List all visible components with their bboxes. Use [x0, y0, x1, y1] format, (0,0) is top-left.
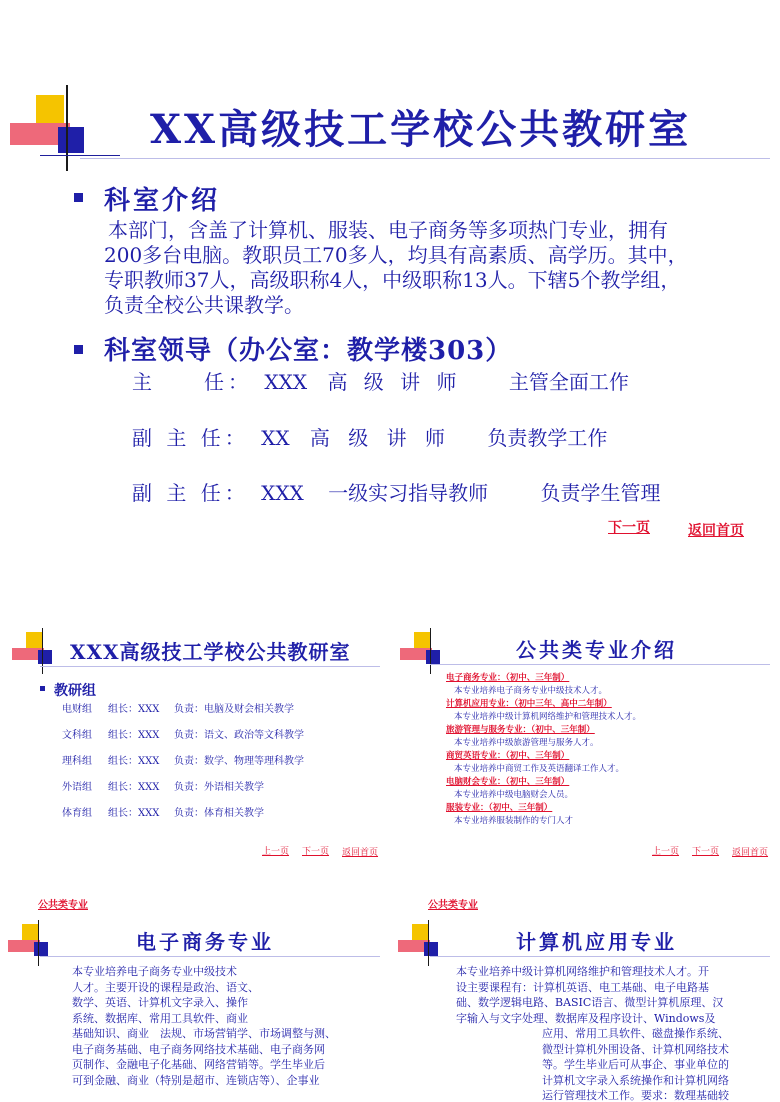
title-underline: [40, 956, 380, 957]
major-desc: 本专业培养中级计算机网络维护和管理技术人才。: [454, 712, 642, 722]
title-underline: [40, 666, 380, 667]
title-decoration: [10, 85, 120, 175]
slide-ecommerce: [0, 890, 390, 1102]
group-leader: 组长：XXX: [108, 756, 160, 767]
ecommerce-description: [72, 964, 336, 1088]
leader-title: 高 级 讲 师: [309, 426, 445, 450]
group-duty: 负责：电脑及财会相关教学: [174, 704, 294, 715]
list-item: [62, 726, 304, 752]
bullet: [74, 193, 83, 202]
text-line: 电子商务基础、电子商务网络技术基础、电子商务网: [72, 1042, 325, 1056]
text-line: 等。学生毕业后可从事企、事业单位的: [542, 1058, 729, 1071]
text-line: 应用、常用工具软件、磁盘操作系统、: [542, 1027, 729, 1040]
text-line: 系统、数据库、常用工具软件、商业: [72, 1011, 248, 1025]
list-item: [62, 804, 304, 830]
leader-duty: 负责教学工作: [487, 426, 608, 450]
title-decoration: [400, 628, 460, 678]
major-desc: 本专业培养电子商务专业中级技术人才。: [454, 686, 608, 696]
leader-role: 主 任：: [132, 370, 252, 394]
leader-name: XXX: [261, 481, 304, 505]
intro-line: 负责全校公共课教学。: [104, 293, 304, 317]
slide-majors: [390, 600, 780, 880]
text-line: 运行管理技术工作。要求：数理基础较: [542, 1089, 729, 1102]
major-name: 服装专业：（初中、三年制）: [446, 803, 553, 813]
text-line: 设主要课程有：计算机英语、电工基础、电子电路基: [456, 980, 709, 994]
major-name: 旅游管理与服务专业：（初中、三年制）: [446, 725, 595, 735]
major-desc: 本专业培养中级旅游管理与服务人才。: [454, 738, 599, 748]
intro-paragraph: [104, 218, 744, 318]
group-name: 体育组: [62, 808, 92, 819]
home-link[interactable]: 返回首页: [732, 848, 769, 858]
text-line: 础、数学逻辑电路、BASIC语言、微型计算机原理、汉: [456, 996, 724, 1009]
text-line: 页制作、金融电子化基础、网络营销等。学生毕业后: [72, 1058, 325, 1071]
title-underline: [80, 158, 770, 159]
major-name: 商贸英语专业：（初中、三年制）: [446, 751, 570, 761]
slide-title: 电子商务专业: [136, 930, 274, 954]
title-decoration: [12, 628, 72, 678]
slide-title: XXX高级技工学校公共教研室: [70, 640, 351, 664]
bullet: [74, 345, 83, 354]
next-page-link[interactable]: 下一页: [302, 847, 330, 857]
list-item: [62, 752, 304, 778]
major-desc: 本专业培养中级电脑财会人员。: [454, 790, 574, 800]
section-heading: 教研组: [54, 683, 96, 699]
list-item: [62, 778, 304, 804]
major-name: 电子商务专业：（初中、三年制）: [446, 673, 570, 683]
home-link[interactable]: 返回首页: [688, 523, 744, 539]
leader-row: [132, 366, 629, 395]
text-line: 基础知识、商业 法规、市场营销学、市场调整与测、: [72, 1027, 336, 1040]
group-name: 电财组: [62, 704, 92, 715]
major-desc: 本专业培养服装制作的专门人才: [454, 816, 574, 826]
group-leader: 组长：XXX: [108, 808, 160, 819]
major-list: [446, 672, 641, 828]
section-heading-intro: 科室介绍: [104, 186, 221, 216]
group-leader: 组长：XXX: [108, 782, 160, 793]
text-line: 计算机文字录入系统操作和计算机网络: [542, 1073, 729, 1087]
leader-role: 副 主 任：: [132, 426, 249, 450]
slide-groups: [0, 600, 390, 880]
slide-computer: [390, 890, 780, 1102]
major-desc: 本专业培养中商贸工作及英语翻译工作人才。: [454, 764, 625, 774]
leader-role: 副 主 任：: [132, 481, 249, 505]
next-page-link[interactable]: 下一页: [608, 520, 650, 536]
group-leader: 组长：XXX: [108, 704, 160, 715]
major-name: 计算机应用专业：（初中三年、高中二年制）: [446, 699, 612, 709]
major-name: 电脑财会专业：（初中、三年制）: [446, 777, 570, 787]
group-duty: 负责：外语相关教学: [174, 782, 264, 793]
prev-page-link[interactable]: 上一页: [652, 847, 680, 857]
text-line: 数学、英语、计算机文字录入、操作: [72, 996, 248, 1009]
computer-description: [456, 964, 729, 1102]
intro-line: 本部门，含盖了计算机、服装、电子商务等多项热门专业，拥有: [108, 218, 668, 242]
text-line: 本专业培养电子商务专业中级技术: [72, 965, 237, 978]
leader-title: 一级实习指导教师: [328, 481, 489, 505]
leader-duty: 主管全面工作: [508, 370, 629, 394]
slide-title: 计算机应用专业: [516, 930, 677, 954]
category-link[interactable]: 公共类专业: [428, 900, 478, 911]
title-underline: [430, 664, 770, 665]
home-link[interactable]: 返回首页: [342, 848, 379, 858]
group-duty: 负责：数学、物理等理科教学: [174, 756, 304, 767]
title-decoration: [8, 920, 68, 970]
leader-row: [132, 422, 607, 451]
leader-duty: 负责学生管理: [540, 481, 661, 505]
section-heading-leaders: 科室领导（办公室：教学楼303）: [104, 336, 513, 366]
next-page-link[interactable]: 下一页: [692, 847, 720, 857]
leader-name: XXX: [264, 370, 308, 394]
group-name: 外语组: [62, 782, 92, 793]
slide-title: 公共类专业介绍: [516, 638, 677, 662]
text-line: 本专业培养中级计算机网络维护和管理技术人才。开: [456, 965, 709, 978]
title-decoration: [398, 920, 458, 970]
group-duty: 负责：语文、政治等文科教学: [174, 730, 304, 741]
group-name: 理科组: [62, 756, 92, 767]
text-line: 字输入与文字处理、数据库及程序设计、Windows及: [456, 1011, 716, 1025]
text-line: 人才。主要开设的课程是政治、语文、: [72, 980, 259, 994]
category-link[interactable]: 公共类专业: [38, 900, 88, 911]
list-item: [62, 700, 304, 726]
group-leader: 组长：XXX: [108, 730, 160, 741]
leader-name: XX: [261, 426, 290, 450]
text-line: 微型计算机外围设备、计算机网络技术: [542, 1042, 729, 1056]
prev-page-link[interactable]: 上一页: [262, 847, 290, 857]
group-list: [62, 700, 304, 830]
leader-row: [132, 477, 661, 506]
text-line: 可到金融、商业（特别是超市、连锁店等）、企事业: [72, 1073, 320, 1087]
intro-line: 200多台电脑。教职员工70多人，均具有高素质、高学历。其中，: [104, 243, 688, 267]
group-duty: 负责：体育相关教学: [174, 808, 264, 819]
bullet: [40, 686, 45, 691]
leader-title: 高 级 讲 师: [327, 370, 457, 394]
title-underline: [430, 956, 770, 957]
intro-line: 专职教师37人，高级职称4人，中级职称13人。下辖5个教学组，: [104, 268, 681, 292]
page-title: XX高级技工学校公共教研室: [150, 106, 692, 153]
group-name: 文科组: [62, 730, 92, 741]
